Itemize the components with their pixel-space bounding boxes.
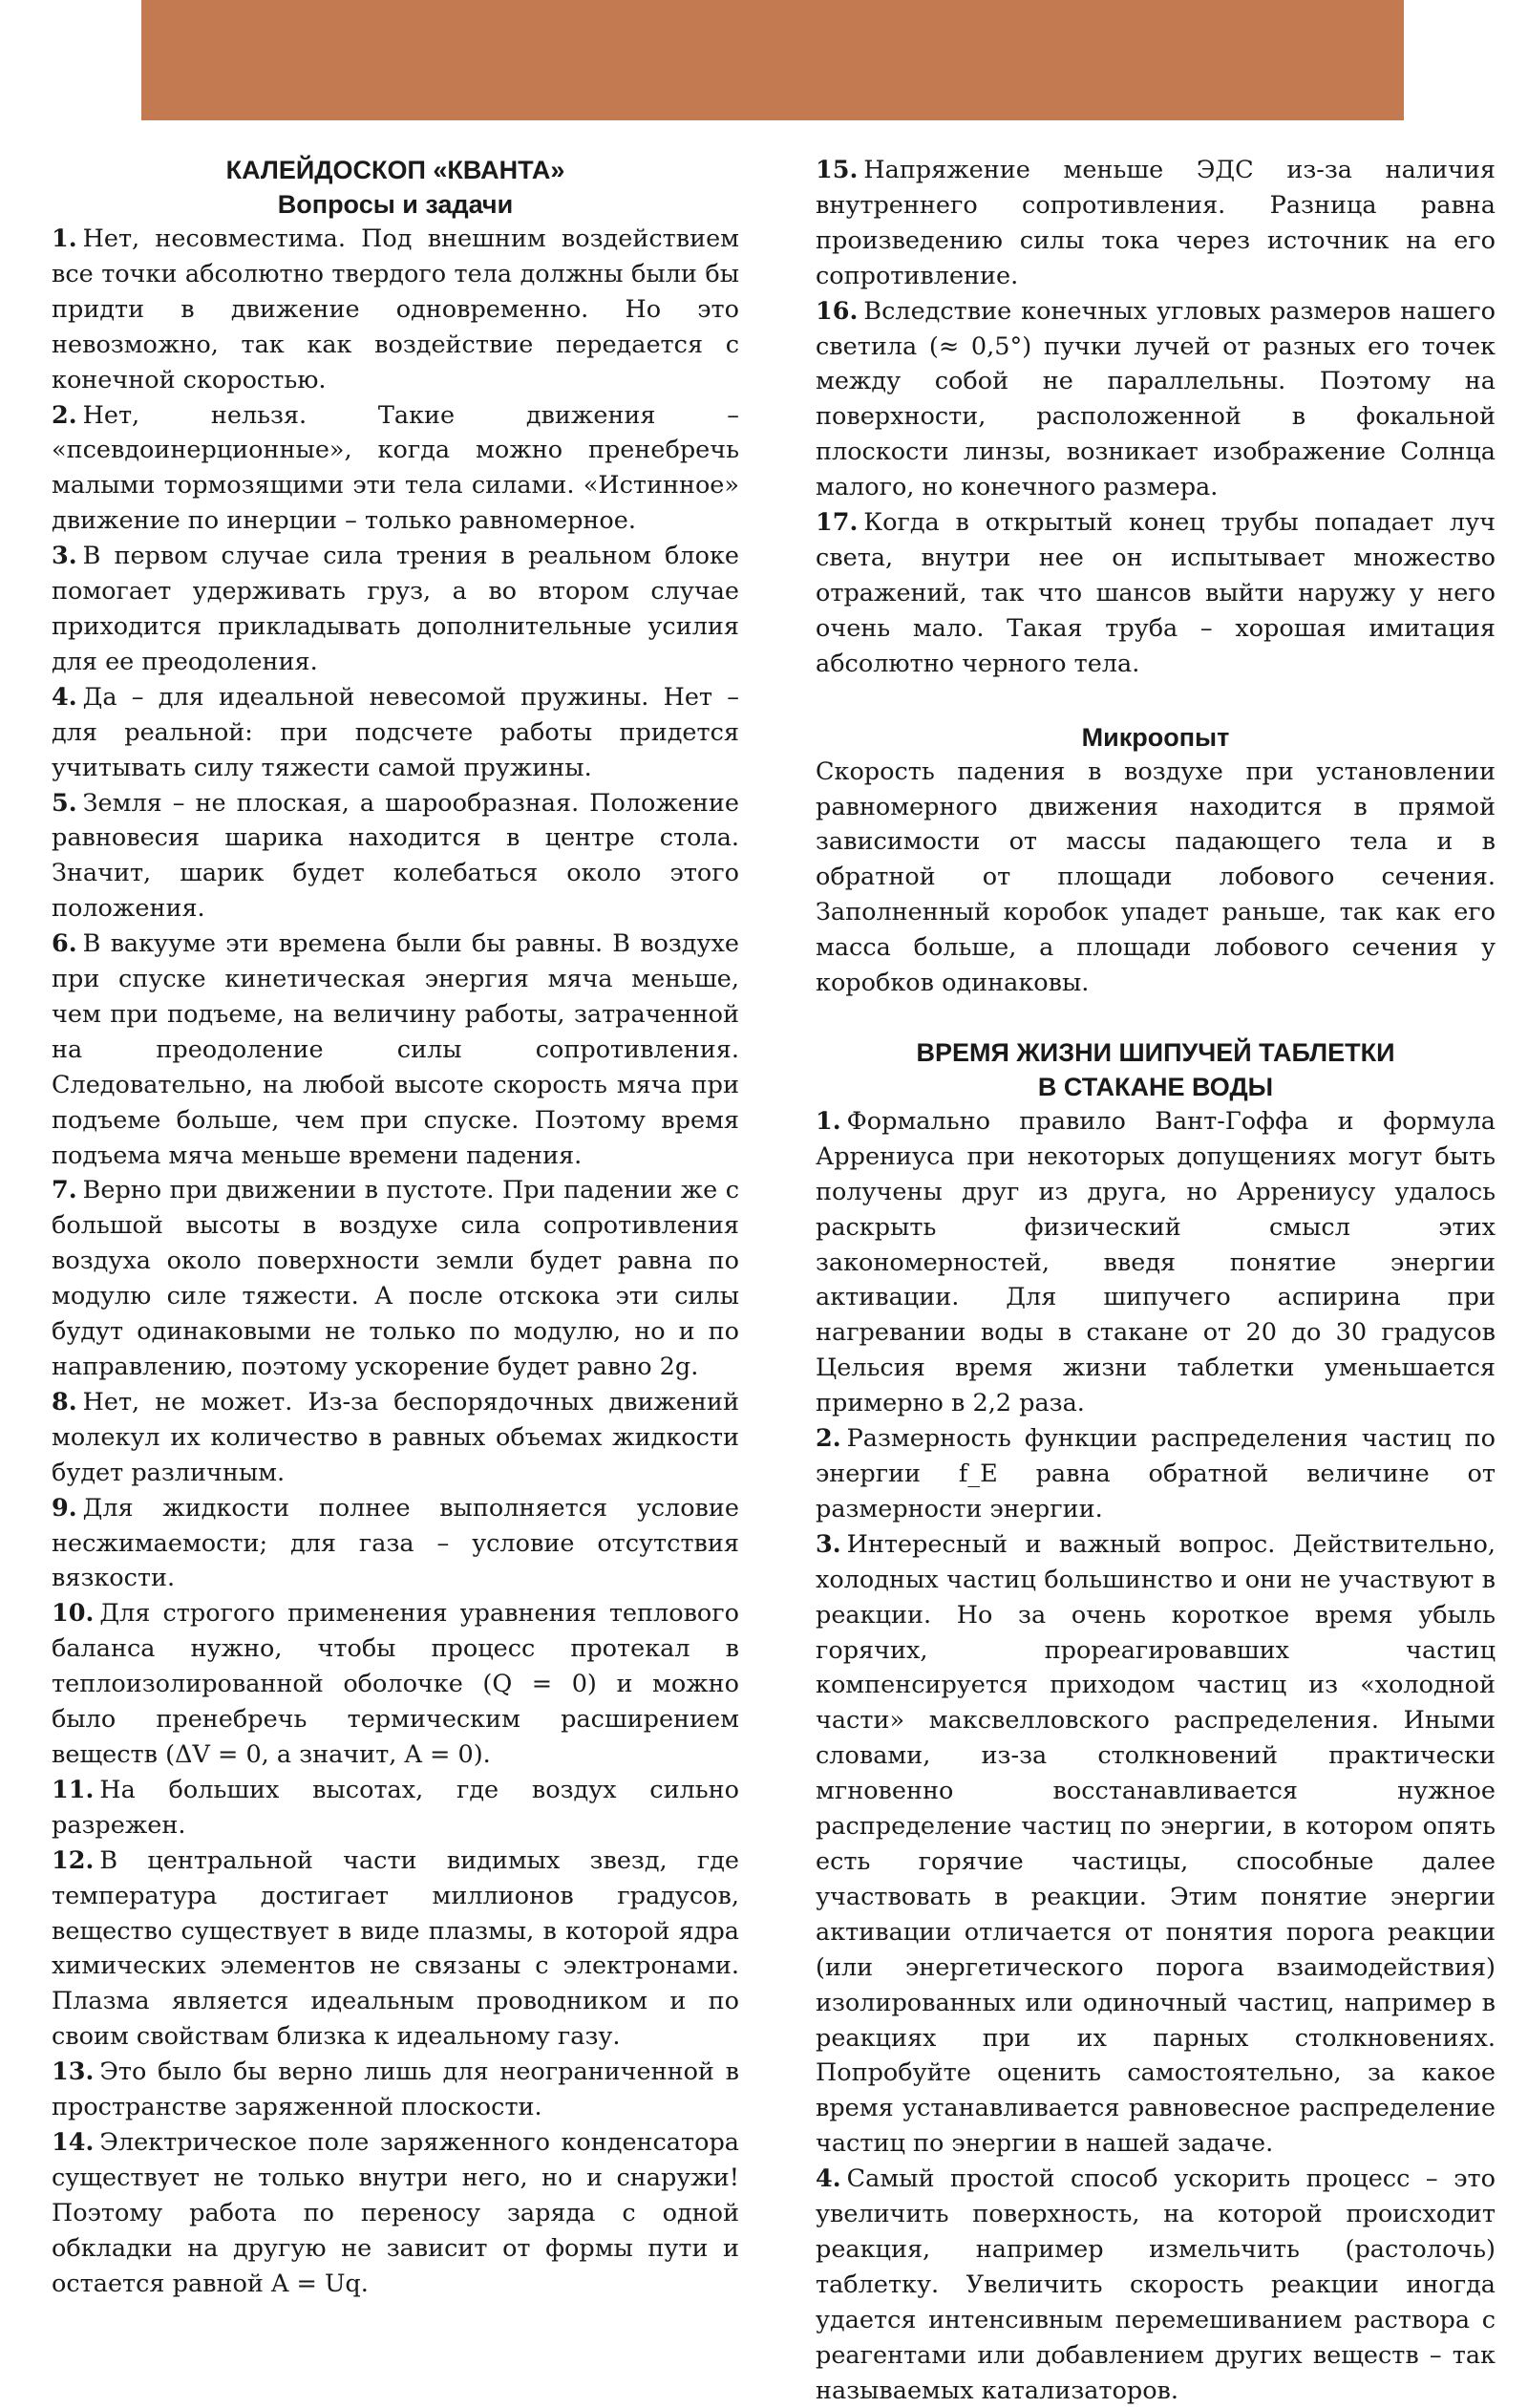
microexperiment-title: Микроопыт <box>1081 722 1230 752</box>
answer-text: Вследствие конечных угловых размеров нашего светила (≈ 0,5°) пучки лучей от разных его точек между собой не параллельны. Поэтому на поверхности, расположенной в фокальной плоскости линзы, возникает изображение Солнца малого, но конечного размера. <box>816 296 1496 502</box>
kaleidoscope-title: КАЛЕЙДОСКОП «КВАНТА» <box>225 156 565 184</box>
kaleidoscope-answers <box>52 222 739 2301</box>
answer-number: 14. <box>52 2127 95 2157</box>
answer-paragraph <box>52 680 739 786</box>
answer-paragraph <box>816 2162 1496 2408</box>
answer-number: 2. <box>52 400 77 430</box>
answer-number: 2. <box>816 1424 841 1454</box>
answer-paragraph <box>52 1173 739 1384</box>
answer-number: 7. <box>52 1176 77 1205</box>
kaleidoscope-answers-continued <box>816 153 1496 682</box>
right-column <box>816 153 1496 2408</box>
answer-text: Да – для идеальной невесомой пружины. Нет – для реальной: при подсчете работы придется учитывать силу тяжести самой пружины. <box>52 682 739 782</box>
answer-text: В первом случае сила трения в реальном блоке помогает удерживать груз, а во втором случае приходится прикладывать дополнительные усилия для ее преодоления. <box>52 542 739 676</box>
answer-number: 6. <box>52 929 77 959</box>
answer-paragraph <box>52 2055 739 2125</box>
answer-text: Для строгого применения уравнения теплового баланса нужно, чтобы процесс протекал в теплоизолированной оболочке (Q = 0) и можно было пренебречь термическим расширением веществ (ΔV = 0, а значит, A = 0). <box>52 1599 739 1769</box>
answer-number: 13. <box>52 2057 95 2087</box>
answer-number: 5. <box>52 788 77 818</box>
answer-number: 1. <box>816 1106 841 1136</box>
answer-paragraph <box>52 2125 739 2302</box>
answer-number: 17. <box>816 508 859 538</box>
answer-number: 3. <box>816 1529 841 1559</box>
answer-text: Интересный и важный вопрос. Действительно, холодных частиц большинство и они не участвуют в реакции. Но за очень короткое время убыль горячих, прореагировавших частиц компенсируется приходом частиц из «холодной части» максвелловского распределения. Иными словами, из-за столкновений практически мгновенно восстанавливается нужное распределение частиц по энергии, в котором опять есть горячие частицы, способные далее участвовать в реакции. Этим понятие энергии активации отличается от понятия порога реакции (или энергетического порога взаимодействия) изолированных или одиночный частиц, например в реакциях при их парных столкновениях. Попробуйте оценить самостоятельно, за какое время устанавливается равновесное распределение частиц по энергии в нашей задаче. <box>816 1529 1496 2159</box>
answer-paragraph <box>816 1527 1496 2162</box>
answer-text: Для жидкости полнее выполняется условие несжимаемости; для газа – условие отсутствия вязкости. <box>52 1493 739 1593</box>
answer-text: Формально правило Вант-Гоффа и формула Аррениуса при некоторых допущениях могут быть получены друг из друга, но Аррениусу удалось раскрыть физический смысл этих закономерностей, введя понятие энергии активации. Для шипучего аспирина при нагревании воды в стакане от 20 до 30 градусов Цельсия время жизни таблетки уменьшается примерно в 2,2 раза. <box>816 1106 1496 1418</box>
tablet-title-line1: ВРЕМЯ ЖИЗНИ ШИПУЧЕЙ ТАБЛЕТКИ <box>916 1037 1395 1067</box>
answer-number: 11. <box>52 1775 95 1804</box>
answer-text: Нет, не может. Из-за беспорядочных движений молекул их количество в равных объемах жидкости будет различным. <box>52 1387 739 1487</box>
answer-paragraph <box>52 1596 739 1773</box>
answer-number: 10. <box>52 1599 95 1629</box>
answer-text: В центральной части видимых звезд, где температура достигает миллионов градусов, вещество существует в виде плазмы, в которой ядра химических элементов не связаны с электронами. Плазма является идеальным проводником и по своим свойствам близка к идеальному газу. <box>52 1845 739 2052</box>
section-spacer <box>816 682 1496 720</box>
microexperiment-text: Скорость падения в воздухе при установлении равномерного движения находится в прямой зависимости от массы падающего тела и в обратной от площади лобового сечения. Заполненный коробок упадет раньше, так как его масса больше, а площади лобового сечения у коробков одинаковы. <box>816 756 1496 998</box>
answer-paragraph <box>52 398 739 540</box>
answer-paragraph <box>52 1385 739 1491</box>
answer-paragraph <box>52 222 739 398</box>
tablet-answers <box>816 1104 1496 2408</box>
header-color-bar <box>141 0 1404 120</box>
answer-text: На больших высотах, где воздух сильно разрежен. <box>52 1775 739 1840</box>
answer-text: Это было бы верно лишь для неограниченной в пространстве заряженной плоскости. <box>52 2057 739 2122</box>
answer-number: 4. <box>52 682 77 712</box>
answer-paragraph <box>816 1421 1496 1527</box>
answer-text: Нет, несовместима. Под внешним воздействием все точки абсолютно твердого тела должны были бы придти в движение одновременно. Но это невозможно, так как воздействие передается с конечной скоростью. <box>52 224 739 394</box>
answer-number: 4. <box>816 2164 841 2194</box>
answer-text: Электрическое поле заряженного конденсатора существует не только внутри него, но и снаружи! Поэтому работа по переносу заряда с одной обкладки на другую не зависит от формы пути и остается равной A = Uq. <box>52 2127 739 2298</box>
answer-number: 1. <box>52 224 77 253</box>
tablet-title-line2: В СТАКАНЕ ВОДЫ <box>1037 1072 1274 1101</box>
answer-paragraph <box>52 1491 739 1597</box>
answer-paragraph <box>816 294 1496 505</box>
answer-paragraph <box>816 505 1496 682</box>
left-column <box>52 153 739 2301</box>
answer-paragraph <box>52 1843 739 2055</box>
answer-number: 9. <box>52 1493 77 1523</box>
answer-text: Когда в открытый конец трубы попадает луч света, внутри нее он испытывает множество отражений, так что шансов выйти наружу у него очень мало. Такая труба – хорошая имитация абсолютно черного тела. <box>816 508 1496 678</box>
answer-text: Напряжение меньше ЭДС из-за наличия внутреннего сопротивления. Разница равна произведению силы тока через источник на его сопротивление. <box>816 156 1496 290</box>
tablet-title <box>816 1035 1496 1104</box>
answer-text: Самый простой способ ускорить процесс – это увеличить поверхность, на которой происходит реакция, например измельчить (растолочь) таблетку. Увеличить скорость реакции иногда удается интенсивным перемешиванием раствора с реагентами или добавлением других веществ – так называемых катализаторов. <box>816 2164 1496 2405</box>
answer-number: 3. <box>52 542 77 571</box>
answer-text: Верно при движении в пустоте. При падении же с большой высоты в воздухе сила сопротивления воздуха около поверхности земли будет равна по модулю силе тяжести. А после отскока эти силы будут одинаковыми не только по модулю, но и по направлению, поэтому ускорение будет равно 2g. <box>52 1176 739 1381</box>
answer-text: Нет, нельзя. Такие движения – «псевдоинерционные», когда можно пренебречь малыми тормозящими эти тела силами. «Истинное» движение по инерции – только равномерное. <box>52 400 739 536</box>
answer-number: 12. <box>52 1845 95 1875</box>
section-spacer <box>816 1001 1496 1035</box>
answer-number: 16. <box>816 296 859 326</box>
kaleidoscope-subtitle: Вопросы и задачи <box>277 190 514 219</box>
answer-paragraph <box>52 1773 739 1843</box>
answer-number: 15. <box>816 156 859 184</box>
answer-number: 8. <box>52 1387 77 1417</box>
answer-paragraph <box>52 786 739 927</box>
answer-paragraph <box>52 539 739 680</box>
answer-paragraph <box>816 153 1496 294</box>
answer-paragraph <box>816 1104 1496 1421</box>
answer-text: Размерность функции распределения частиц по энергии f_E равна обратной величине от размерности энергии. <box>816 1424 1496 1524</box>
answer-text: Земля – не плоская, а шарообразная. Положение равновесия шарика находится в центре стола. Значит, шарик будет колебаться около этого положения. <box>52 788 739 924</box>
answer-text: В вакууме эти времена были бы равны. В воздухе при спуске кинетическая энергия мяча меньше, чем при подъеме, на величину работы, затраченной на преодоление силы сопротивления. Следовательно, на любой высоте скорость мяча при подъеме больше, чем при спуске. Поэтому время подъема мяча меньше времени падения. <box>52 929 739 1170</box>
answer-paragraph <box>52 927 739 1173</box>
